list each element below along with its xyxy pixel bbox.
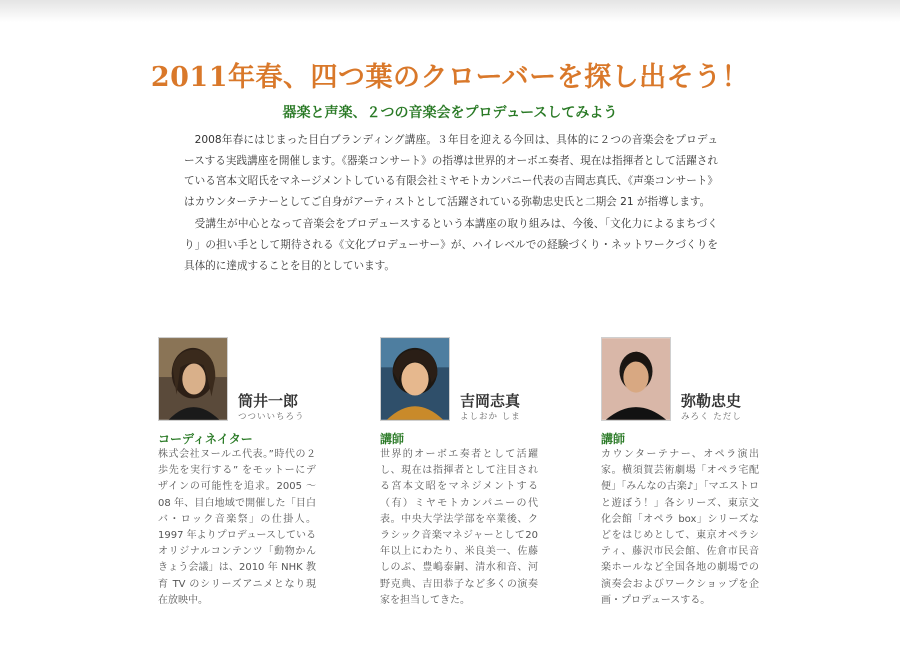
profile-photo (601, 337, 671, 421)
intro-text (184, 130, 718, 276)
profile-photo (158, 337, 228, 421)
subheadline: 器楽と声楽、２つの音楽会をプロデュースしてみよう (282, 105, 618, 121)
profile-photo (380, 337, 450, 421)
profile-role: 講師 (380, 432, 405, 446)
profile-name: 吉岡志真 (460, 392, 521, 410)
intro-paragraph: 受講生が中心となって音楽会をプロデュースするという本講座の取り組みは、今後、「文化力によるまちづくり」の担い手として期待される《文化プロデューサー》が、ハイレベルでの経験づくり・ネットワークづくりを具体的に達成することを目的としています。 (184, 218, 718, 272)
profile-name: 弥勒忠史 (681, 392, 742, 410)
profile-bio: カウンターテナー、オペラ演出家。横須賀芸術劇場「オペラ宅配便」「みんなの古楽♪」「マエストロと遊ぼう！」各シリーズ、東京文化会館「オペラ box」シリーズなどをはじめとして、東京オペラシティ、藤沢市民会館、佐倉市民音楽ホールなど全国各地の劇場での演奏会およびワークショップを企画・プロデュースする。 (601, 449, 759, 606)
profile-name-reading: つついいちろう (238, 412, 305, 422)
profile-role: 講師 (601, 432, 626, 446)
profile-role: コーディネイター (158, 432, 253, 446)
profile-name-reading: みろく ただし (681, 412, 742, 422)
headline: 2011年春、四つ葉のクローバーを探し出そう！ (150, 62, 750, 93)
profile-bio: 世界的オーボエ奏者として活躍し、現在は指揮者として注目される宮本文昭をマネジメントする（有）ミヤモトカンパニーの代表。中央大学法学部を卒業後、クラシック音楽マネジャーとして20年以上にわたり、米良美一、佐藤しのぶ、豊嶋泰嗣、清水和音、河野克典、吉田恭子など多くの演奏家を担当してきた。 (380, 449, 538, 606)
profile-bio: 株式会社ヌールエ代表。”時代の２歩先を実行する” をモットーにデザインの可能性を追求。2005 ～ 08 年、目白地域で開催した「目白バ・ロック音楽祭」の仕掛人。1997 年よりプロデュースしているオリジナルコンテンツ「動物かんきょう会議」は、2010 年 NHK 教育 TV のシリーズアニメとなり現在放映中。 (158, 449, 316, 606)
profile-name: 筒井一郎 (238, 392, 299, 410)
profile-name-reading: よしおか しま (460, 412, 521, 422)
top-gradient-band (0, 0, 900, 22)
intro-paragraph: 2008年春にはじまった目白ブランディング講座。３年目を迎える今回は、具体的に２つの音楽会をプロデュースする実践講座を開催します。《器楽コンサート》の指導は世界的オーボエ奏者、現在は指揮者として活躍されている宮本文昭氏をマネージメントしている有限会社ミヤモトカンパニー代表の吉岡志真氏、《声楽コンサート》はカウンターテナーとしてご自身がアーティストとして活躍されている弥勒忠史氏と二期会 21 が指導します。 (184, 134, 718, 208)
